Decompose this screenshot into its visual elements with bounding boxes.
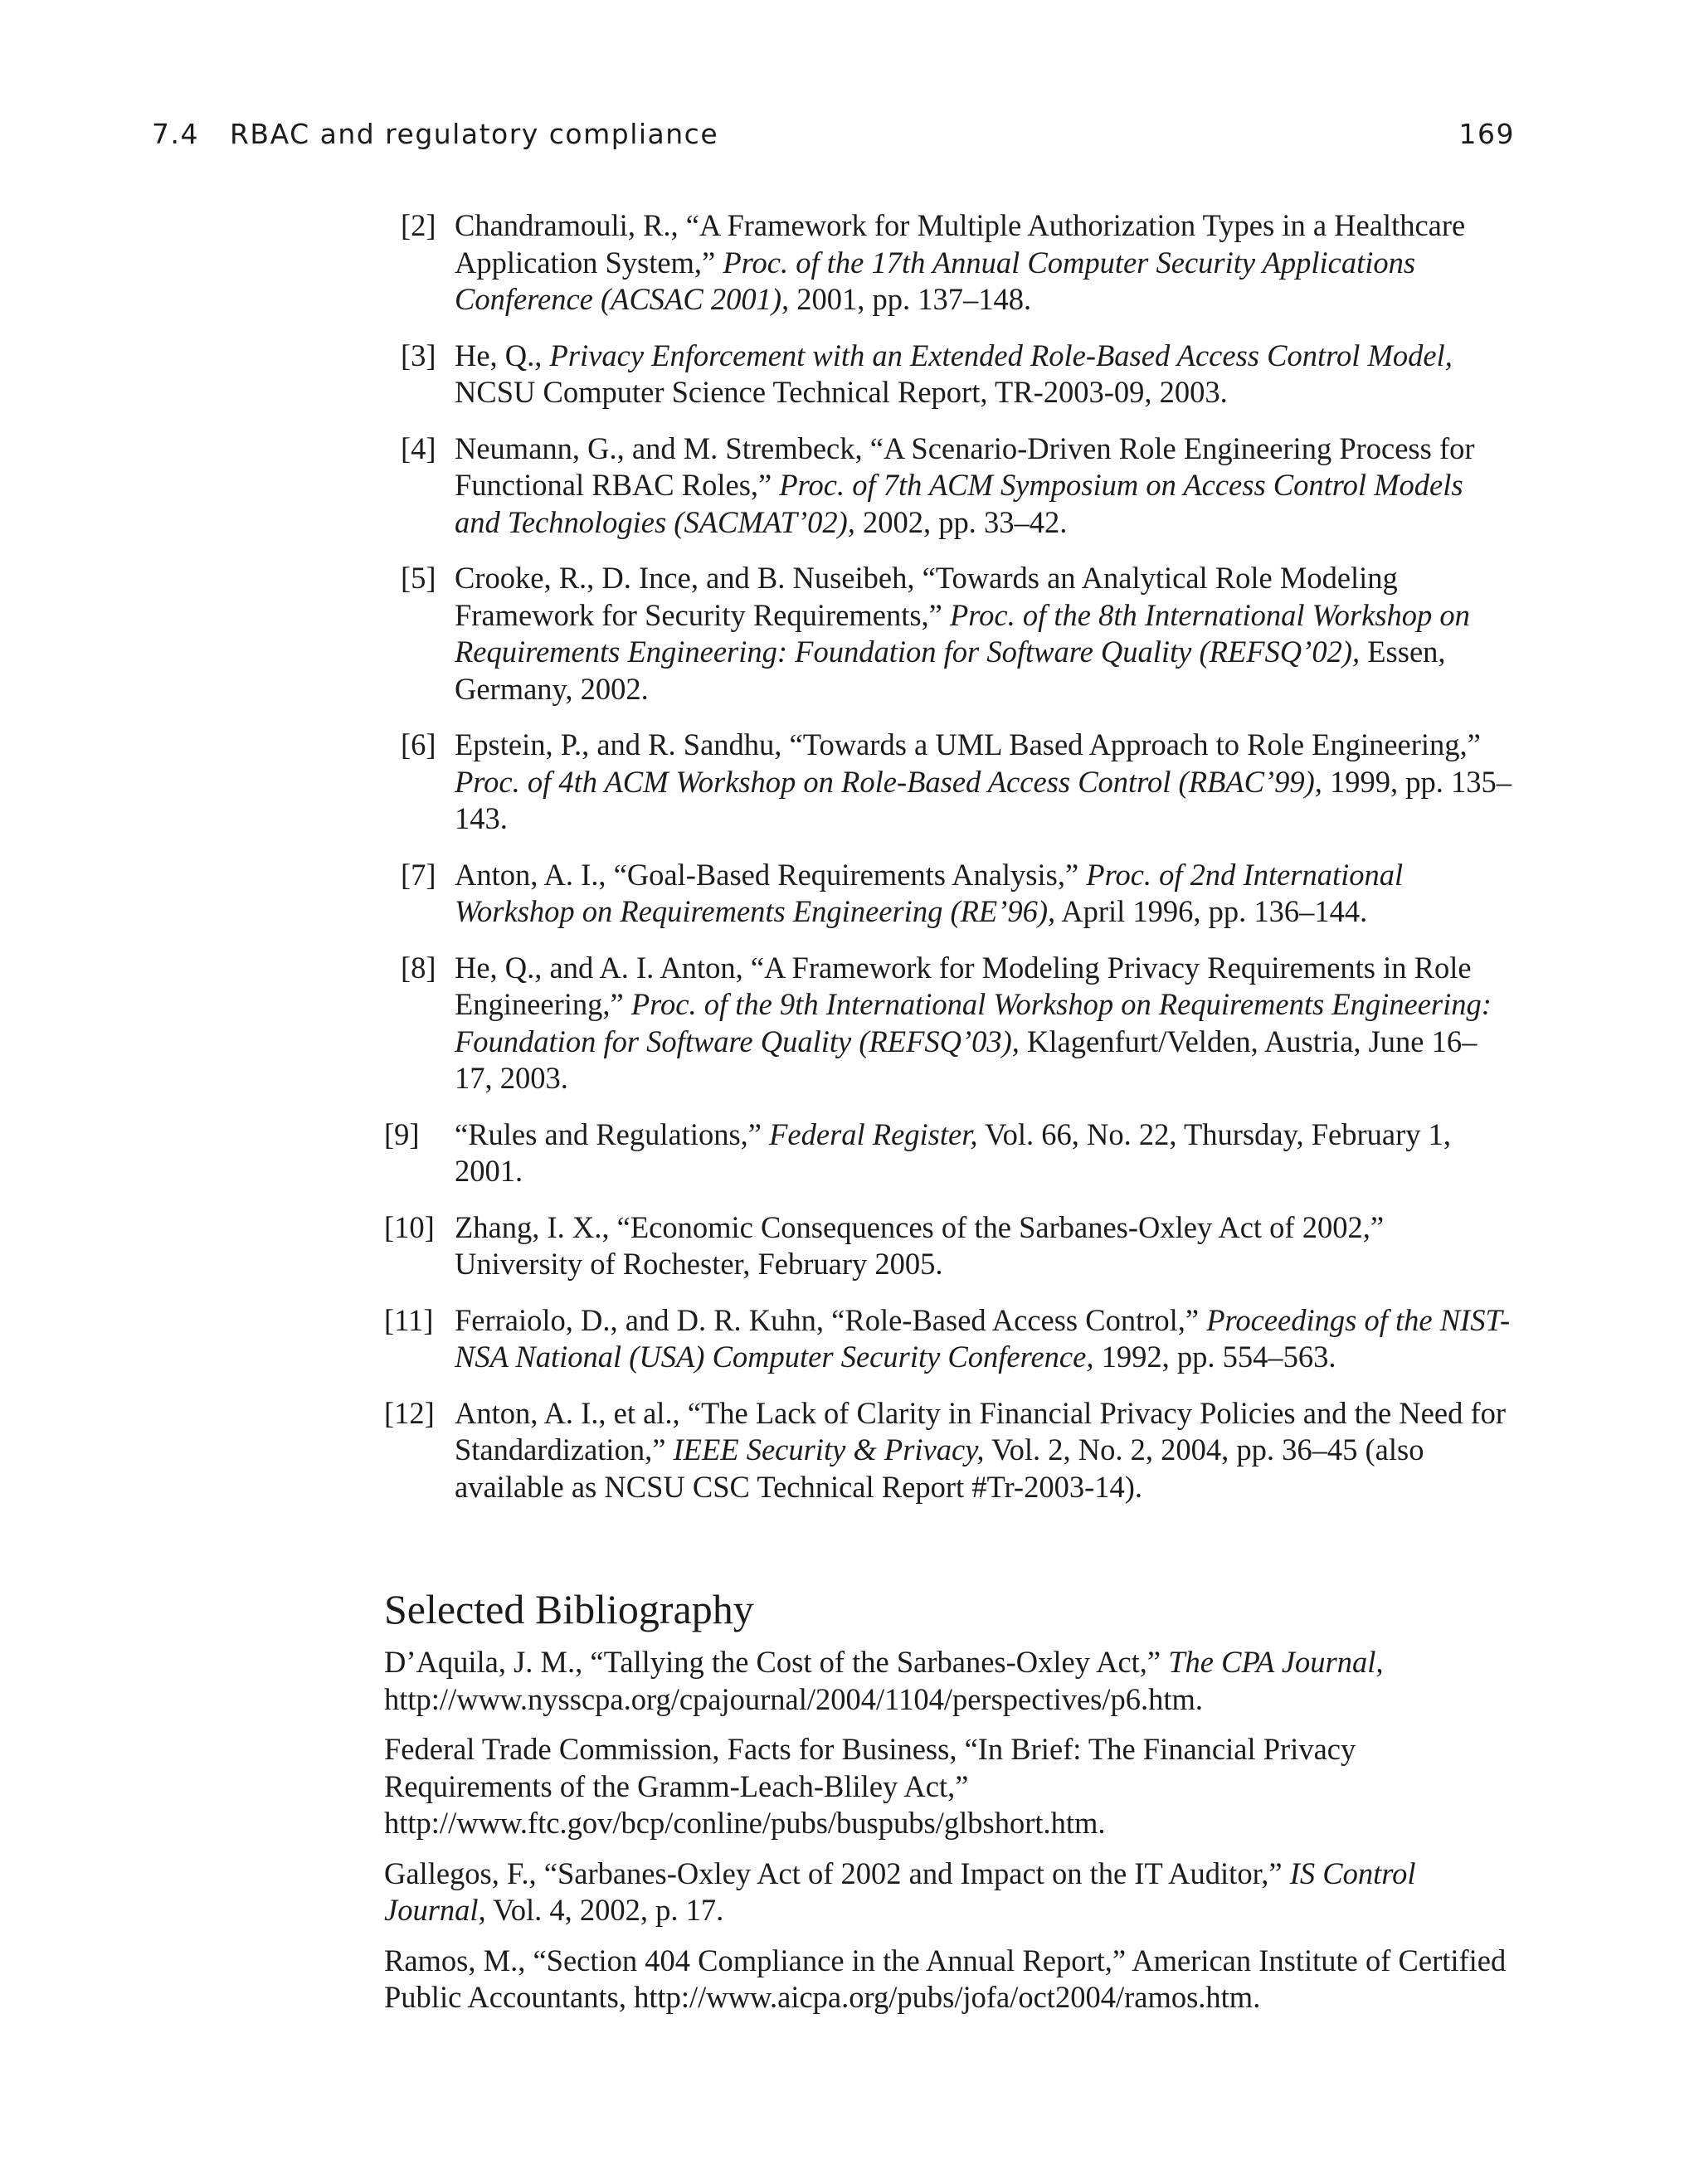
reference-item bbox=[384, 207, 1512, 319]
reference-text: Anton, A. I., et al., “The Lack of Clarity in Financial Privacy Policies and the Need for Standardization,” IEEE Security & Privacy, Vol. 2, No. 2, 2004, pp. 36–45 (also available as NCSU CSC Technical Report #Tr-2003-14). bbox=[455, 1395, 1507, 1504]
reference-text: Crooke, R., D. Ince, and B. Nuseibeh, “Towards an Analytical Role Modeling Framework for Security Requirements,” Proc. of the 8th International Workshop on Requirements Engineering: Foundation for Software Quality (REFSQ’02), Essen, Germany, 2002. bbox=[455, 561, 1470, 706]
reference-item bbox=[384, 950, 1512, 1097]
reference-text: Chandramouli, R., “A Framework for Multiple Authorization Types in a Healthcare Application System,” Proc. of the 17th Annual Computer Security Applications Conference (ACSAC 2001), 2001, pp. 137–148. bbox=[455, 208, 1466, 316]
reference-number: [5] bbox=[401, 561, 436, 595]
reference-number: [9] bbox=[384, 1116, 420, 1151]
running-header bbox=[152, 118, 1515, 159]
bibliography-entry: Gallegos, F., “Sarbanes-Oxley Act of 2002 and Impact on the IT Auditor,” IS Control Journal, Vol. 4, 2002, p. 17. bbox=[384, 1856, 1416, 1927]
reference-number: [11] bbox=[384, 1302, 434, 1337]
reference-number: [6] bbox=[401, 727, 436, 761]
reference-item bbox=[384, 1395, 1512, 1506]
reference-number: [10] bbox=[384, 1209, 435, 1244]
reference-item bbox=[384, 338, 1512, 411]
reference-text: Anton, A. I., “Goal-Based Requirements Analysis,” Proc. of 2nd International Workshop on Requirements Engineering (RE’96), April 1996, pp. 136–144. bbox=[455, 857, 1404, 928]
reference-text: Zhang, I. X., “Economic Consequences of the Sarbanes-Oxley Act of 2002,” University of Rochester, February 2005. bbox=[455, 1209, 1385, 1281]
bibliography-list bbox=[384, 1644, 1512, 2030]
reference-number: [7] bbox=[401, 857, 436, 892]
reference-text: He, Q., Privacy Enforcement with an Extended Role-Based Access Control Model, NCSU Computer Science Technical Report, TR-2003-09, 2003. bbox=[455, 338, 1453, 409]
reference-text: He, Q., and A. I. Anton, “A Framework for Modeling Privacy Requirements in Role Engineering,” Proc. of the 9th International Workshop on Requirements Engineering: Foundation for Software Quality (REFSQ’03), Klagenfurt/Velden, Austria, June 16–17, 2003. bbox=[455, 950, 1492, 1095]
reference-item bbox=[384, 1209, 1512, 1283]
bibliography-heading: Selected Bibliography bbox=[384, 1586, 754, 1632]
reference-text: Ferraiolo, D., and D. R. Kuhn, “Role-Based Access Control,” Proceedings of the NIST-NSA National (USA) Computer Security Conference, 1992, pp. 554–563. bbox=[455, 1302, 1511, 1374]
reference-item bbox=[384, 430, 1512, 542]
page-number: 169 bbox=[1458, 118, 1515, 150]
section-title: RBAC and regulatory compliance bbox=[230, 118, 719, 150]
reference-text: “Rules and Regulations,” Federal Register, Vol. 66, No. 22, Thursday, February 1, 2001. bbox=[455, 1116, 1451, 1188]
section-number: 7.4 bbox=[152, 118, 199, 150]
reference-text: Epstein, P., and R. Sandhu, “Towards a UML Based Approach to Role Engineering,” Proc. of 4th ACM Workshop on Role-Based Access Control (RBAC’99), 1999, pp. 135–143. bbox=[455, 727, 1512, 835]
reference-number: [3] bbox=[401, 338, 436, 372]
bibliography-entry: Ramos, M., “Section 404 Compliance in the Annual Report,” American Institute of Certified Public Accountants, http://www.aicpa.org/pubs/jofa/oct2004/ramos.htm. bbox=[384, 1943, 1507, 2014]
reference-item bbox=[384, 1302, 1512, 1376]
reference-number: [8] bbox=[401, 950, 436, 985]
reference-item bbox=[384, 727, 1512, 838]
reference-number: [12] bbox=[384, 1395, 435, 1430]
reference-text: Neumann, G., and M. Strembeck, “A Scenario-Driven Role Engineering Process for Functional RBAC Roles,” Proc. of 7th ACM Symposium on Access Control Models and Technologies (SACMAT’02), 2002, pp. 33–42. bbox=[455, 430, 1475, 539]
reference-item bbox=[384, 857, 1512, 931]
reference-item bbox=[384, 560, 1512, 708]
references-list bbox=[384, 207, 1512, 1525]
reference-number: [4] bbox=[401, 430, 436, 465]
reference-number: [2] bbox=[401, 208, 436, 242]
bibliography-entry: Federal Trade Commission, Facts for Business, “In Brief: The Financial Privacy Requirements of the Gramm-Leach-Bliley Act,” http://www.ftc.gov/bcp/conline/pubs/buspubs/glbshort.htm. bbox=[384, 1732, 1356, 1840]
bibliography-entry: D’Aquila, J. M., “Tallying the Cost of the Sarbanes-Oxley Act,” The CPA Journal, http://www.nysscpa.org/cpajournal/2004/1104/perspectives/p6.htm. bbox=[384, 1645, 1384, 1716]
reference-item bbox=[384, 1116, 1512, 1190]
